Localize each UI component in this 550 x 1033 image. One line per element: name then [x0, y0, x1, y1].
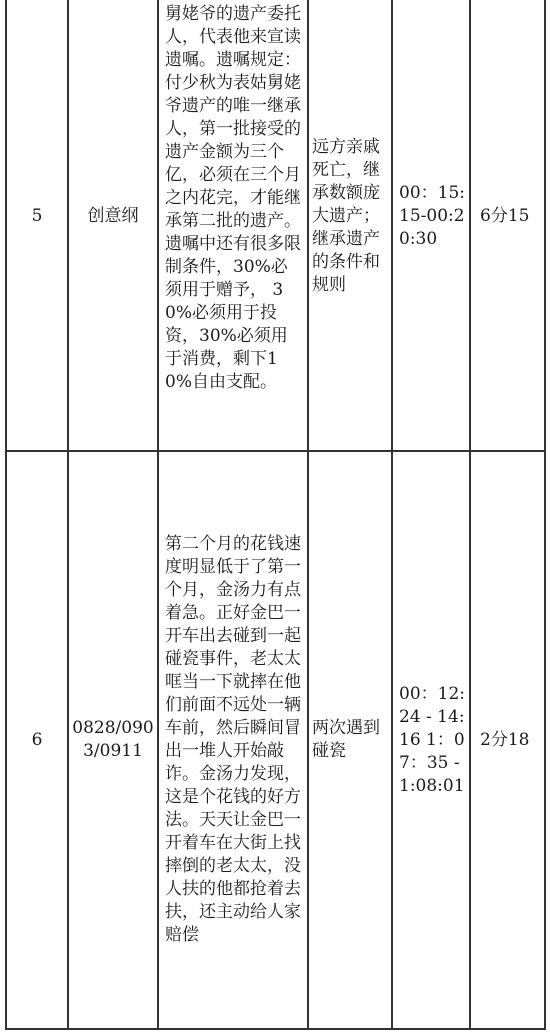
row-keywords: 两次遇到碰瓷 [308, 451, 392, 1029]
script-breakdown-table [5, 0, 546, 1030]
row-timecode: 00：12:24 - 14:16 1：07：35 - 1:08:01 [392, 451, 470, 1029]
table-row [6, 451, 545, 1029]
description-text: 第二个月的花钱速度明显低于了第一个月，金汤力有点着急。正好金巴一开车出去碰到一起碰瓷事件，老太太哐当一下就摔在他们前面不远处一辆车前，然后瞬间冒出一堆人开始敲诈。金汤力发现，这是个花钱的好方法。天天让金巴一开着车在大街上找摔倒的老太太，没人扶的他都抢着去扶，还主动给人家赔偿 [165, 534, 301, 945]
row-timecode: 00：15:15-00:20:30 [392, 0, 470, 451]
row-type: 创意纲 [68, 0, 158, 451]
description-text: 舅姥爷的遗产委托人，代表他来宣读遗嘱。遗嘱规定：付少秋为表姑舅姥爷遗产的唯一继承人，第一批接受的遗产金额为三个亿，必须在三个月之内花完，才能继承第二批的遗产。遗嘱中还有很多限制条件，30%必须用于赠予， 30%必须用于投资，30%必须用于消费，剩下10%自由支配。 [165, 4, 301, 392]
row-duration: 6分15 [470, 0, 545, 451]
row-description [158, 451, 308, 1029]
row-index: 6 [6, 451, 68, 1029]
row-description [158, 0, 308, 451]
row-index: 5 [6, 0, 68, 451]
table-row [6, 0, 545, 451]
row-type: 0828/0903/0911 [68, 451, 158, 1029]
row-keywords: 远方亲戚死亡，继承数额庞大遗产；继承遗产的条件和规则 [308, 0, 392, 451]
row-duration: 2分18 [470, 451, 545, 1029]
